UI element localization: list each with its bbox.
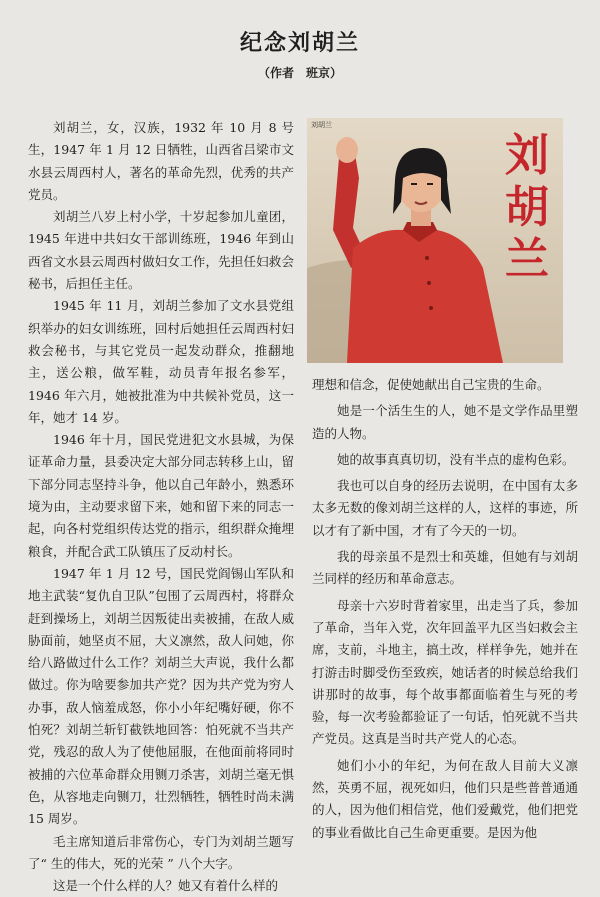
poster-title xyxy=(505,130,549,286)
paragraph: 她是一个活生生的人，她不是文学作品里塑造的人物。 xyxy=(312,403,578,441)
paragraph: 我也可以自身的经历去说明，在中国有太多太多无数的像刘胡兰这样的人，这样的事迹，所以才有了新中国，才有了今天的一切。 xyxy=(312,478,578,538)
page-title: 纪念刘胡兰 xyxy=(239,31,360,56)
poster-title-char: 胡 xyxy=(505,182,549,233)
liu-hulan-poster xyxy=(307,118,563,363)
poster-title-char: 刘 xyxy=(505,130,549,181)
paragraph: 她们小小的年纪，为何在敌人目前大义凛然，英勇不屈，视死如归，他们只是些普普通通的人，因为他们相信党，他们爱戴党，他们把党的事业看做比自己生命更重要。是因为他 xyxy=(312,757,578,840)
paragraph: 毛主席知道后非常伤心，专门为刘胡兰题写了“ 生的伟大，死的光荣 ” 八个大字。 xyxy=(28,833,294,871)
paragraph: 刘胡兰，女，汉族，1932 年 10 月 8 号生，1947 年 1 月 12 日牺牲，山西省吕梁市文水县云周西村人，著名的革命先烈，优秀的共产党员。 xyxy=(28,120,294,202)
poster-title-char: 兰 xyxy=(505,234,549,285)
author-byline: （作者 班京） xyxy=(257,66,342,80)
paragraph: 母亲十六岁时背着家里，出走当了兵，参加了革命，当年入党，次年回盖平九区当妇救会主席，支前，斗地主，搞土改，样样争先，她并在打游击时脚受伤至致疾，她话者的时候总给我们讲那时的故事，每个故事都面临着生与死的考验，每一次考验都验证了一句话，怕死就不当共产党员。这真是当时共产党人的心态。 xyxy=(312,597,578,747)
paragraph: 这是一个什么样的人？她又有着什么样的 xyxy=(53,878,279,894)
paragraph: 1946 年十月，国民党进犯文水县城，为保证革命力量，县委决定大部分同志转移上山，留下部分同志坚持斗争，他以自己年龄小，熟悉环境为由，主动要求留下来，她和留下来的同志一起，向各村党组织传达党的指示，组织群众掩埋粮食，并配合武工队镇压了反动村长。 xyxy=(28,432,294,559)
paragraph: 刘胡兰八岁上村小学，十岁起参加儿童团，1945 年进中共妇女干部训练班，1946 年到山西省文水县云周西村做妇女工作，先担任妇救会秘书，后担任主任。 xyxy=(28,209,294,292)
paragraph: 1945 年 11 月，刘胡兰参加了文水县党组织举办的妇女训练班，回村后她担任云周西村妇救会秘书，与其它党员一起发动群众，推翻地主，送公粮，做军鞋，动员青年报名参军，1946 年六月，她被批准为中共候补党员，这一年，她才 14 岁。 xyxy=(28,298,294,425)
paragraph: 1947 年 1 月 12 号，国民党阎锡山军队和地主武装“复仇自卫队”包围了云周西村，将群众赶到操场上，刘胡兰因叛徒出卖被捕，在敌人威胁面前，她坚贞不屈，大义凛然，敌人问她，你给八路做过什么工作？刘胡兰大声说，我什么都做过。你为啥要参加共产党？因为共产党为穷人办事，敌人恼羞成怒，你小小年纪嘴好硬，你不怕死？刘胡兰斩钉截铁地回答：怕死就不当共产党，残忍的敌人为了使他屈服，在他面前将同时被捕的六位革命群众用铡刀杀害，刘胡兰毫无惧色，从容地走向铡刀，壮烈牺牲，牺牲时尚未满 15 周岁。 xyxy=(28,565,294,827)
poster-caption: 刘胡兰 xyxy=(311,121,332,129)
paragraph: 我的母亲虽不是烈士和英雄，但她有与刘胡兰同样的经历和革命意志。 xyxy=(312,549,578,587)
paragraph: 她的故事真真切切，没有半点的虚构色彩。 xyxy=(337,451,575,467)
left-column xyxy=(28,117,294,897)
paragraph: 理想和信念，促使她献出自己宝贵的生命。 xyxy=(312,377,550,392)
right-column xyxy=(312,374,578,848)
